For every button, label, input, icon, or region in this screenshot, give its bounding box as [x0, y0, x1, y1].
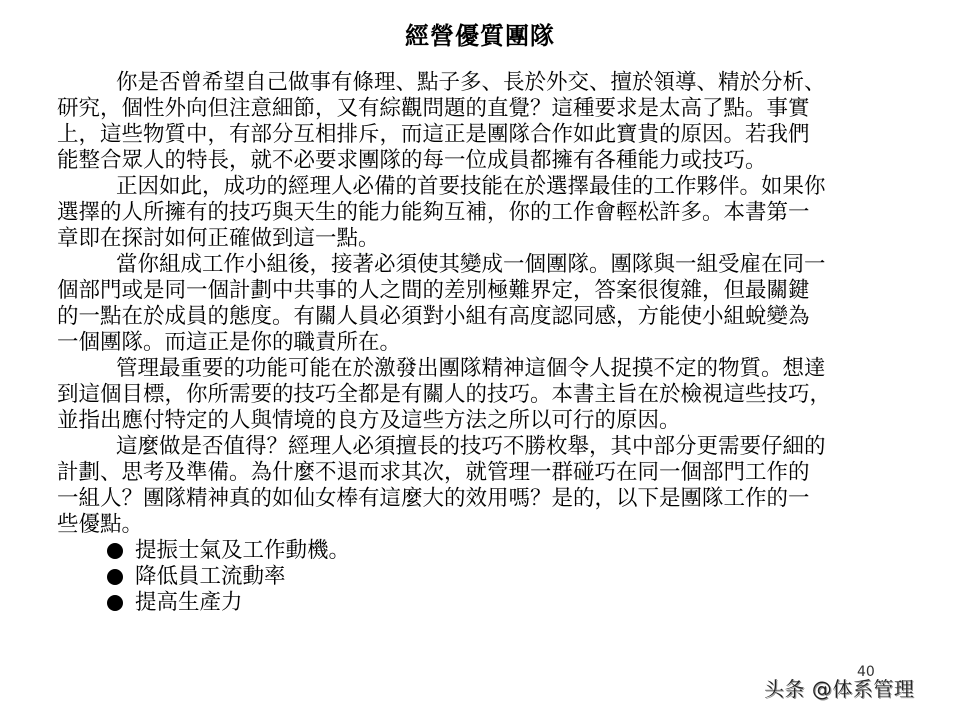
paragraph: [57, 356, 917, 434]
bullet-item: [57, 538, 917, 564]
watermark: 头条 @体系管理: [764, 677, 915, 701]
text-line: 計劃、思考及準備。為什麼不退而求其次，就管理一群碰巧在同一個部門工作的: [57, 460, 810, 485]
text-line: 並指出應付特定的人與情境的良方及這些方法之所以可行的原因。: [57, 408, 681, 433]
paragraph: [57, 252, 917, 356]
text-line: 到這個目標，你所需要的技巧全都是有關人的技巧。本書主旨在於檢視這些技巧，: [57, 382, 832, 407]
bullet-item: [57, 590, 917, 616]
bullet-text: 提高生產力: [135, 590, 243, 615]
text-line: 選擇的人所擁有的技巧與天生的能力能夠互補，你的工作會輕松許多。本書第一: [57, 200, 810, 225]
bullet-text: 降低員工流動率: [135, 564, 286, 589]
text-line: 章即在探討如何正確做到這一點。: [57, 226, 380, 251]
text-line: 個部門或是同一個計劃中共事的人之間的差別極難界定，答案很復雜，但最關鍵: [57, 278, 810, 303]
text-line: 當你組成工作小組後，接著必須使其變成一個團隊。團隊與一組受雇在同一: [116, 252, 826, 277]
text-line: 這麼做是否值得？經理人必須擅長的技巧不勝枚舉，其中部分更需要仔細的: [116, 434, 826, 459]
bullet-text: 提振士氣及工作動機。: [135, 538, 351, 563]
page-number: 40: [857, 664, 875, 680]
text-line: 上，這些物質中，有部分互相排斥，而這正是團隊合作如此寶貴的原因。若我們: [57, 122, 810, 147]
document-body: [57, 70, 917, 616]
text-line: 管理最重要的功能可能在於激發出團隊精神這個令人捉摸不定的物質。想達: [116, 356, 826, 381]
paragraph: [57, 70, 917, 174]
bullet-dot-icon: [107, 543, 123, 559]
text-line: 些優點。: [57, 512, 144, 537]
text-line: 一個團隊。而這正是你的職責所在。: [57, 330, 402, 355]
bullet-dot-icon: [107, 595, 123, 611]
text-line: 你是否曾希望自己做事有條理、點子多、長於外交、擅於領導、精於分析、: [116, 70, 826, 95]
page-title: 經營優質團隊: [405, 22, 555, 50]
bullet-item: [57, 564, 917, 590]
text-line: 研究，個性外向但注意細節，又有綜觀問題的直覺？這種要求是太高了點。事實: [57, 96, 810, 121]
bullet-dot-icon: [107, 569, 123, 585]
bullet-list: [57, 538, 917, 616]
paragraph: [57, 434, 917, 538]
text-line: 正因如此，成功的經理人必備的首要技能在於選擇最佳的工作夥伴。如果你: [116, 174, 826, 199]
paragraph: [57, 174, 917, 252]
text-line: 一組人？團隊精神真的如仙女棒有這麼大的效用嗎？是的，以下是團隊工作的一: [57, 486, 810, 511]
text-line: 能整合眾人的特長，就不必要求團隊的每一位成員都擁有各種能力或技巧。: [57, 148, 767, 173]
text-line: 的一點在於成員的態度。有關人員必須對小組有高度認同感，方能使小組蛻變為: [57, 304, 810, 329]
